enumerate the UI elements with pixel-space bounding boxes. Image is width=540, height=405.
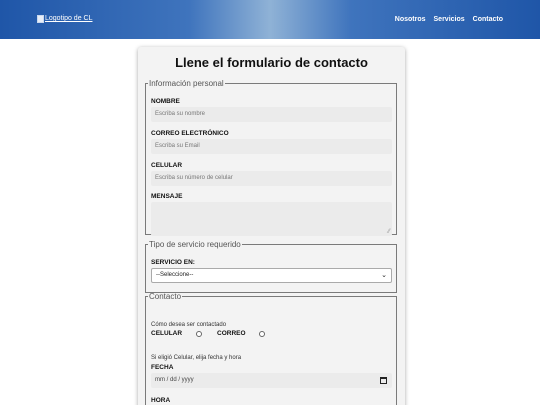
contact-legend: Contacto (149, 292, 182, 301)
radio-phone-label: CELULAR (151, 330, 183, 337)
contact-fieldset (145, 292, 397, 405)
message-textarea[interactable] (151, 202, 392, 236)
time-label: HORA (151, 397, 171, 404)
service-selected-value: --Seleccione-- (156, 272, 194, 278)
contact-form-card (138, 47, 405, 405)
date-label: FECHA (151, 364, 174, 371)
broken-image-icon (37, 15, 44, 23)
contact-method-prompt: Cómo desea ser contactado (151, 322, 227, 328)
date-placeholder: mm / dd / yyyy (155, 377, 194, 383)
chevron-down-icon: ⌄ (381, 272, 387, 279)
personal-info-legend: Información personal (149, 79, 224, 88)
service-select[interactable] (151, 268, 392, 283)
calendar-icon[interactable] (380, 377, 387, 384)
nav-link-contacto[interactable]: Contacto (472, 16, 503, 23)
radio-email[interactable] (259, 331, 265, 337)
radio-phone[interactable] (196, 331, 202, 337)
main-nav (395, 15, 503, 24)
email-input[interactable]: Escriba su Email (151, 139, 392, 154)
logo-alt-text: Logotipo de CL (45, 15, 93, 22)
resize-handle-icon[interactable]: ⁄⁄ (387, 229, 390, 235)
contact-hint: Si eligió Celular, elija fecha y hora (151, 355, 242, 361)
service-label: SERVICIO EN: (151, 259, 195, 266)
site-header (0, 0, 540, 39)
name-input[interactable]: Escriba su nombre (151, 107, 392, 122)
phone-label: CELULAR (151, 162, 183, 169)
nav-link-nosotros[interactable]: Nosotros (394, 16, 426, 23)
form-title: Llene el formulario de contacto (175, 55, 368, 70)
phone-input[interactable]: Escriba su número de celular (151, 171, 392, 186)
service-legend: Tipo de servicio requerido (149, 240, 241, 249)
message-label: MENSAJE (151, 193, 183, 200)
date-input[interactable] (151, 373, 392, 388)
name-label: NOMBRE (151, 98, 180, 105)
nav-link-servicios[interactable]: Servicios (433, 16, 465, 23)
personal-info-fieldset (145, 79, 397, 235)
service-fieldset (145, 240, 397, 293)
email-label: CORREO ELECTRÓNICO (151, 130, 229, 137)
radio-email-label: CORREO (217, 330, 246, 337)
logo-link[interactable] (37, 14, 92, 23)
